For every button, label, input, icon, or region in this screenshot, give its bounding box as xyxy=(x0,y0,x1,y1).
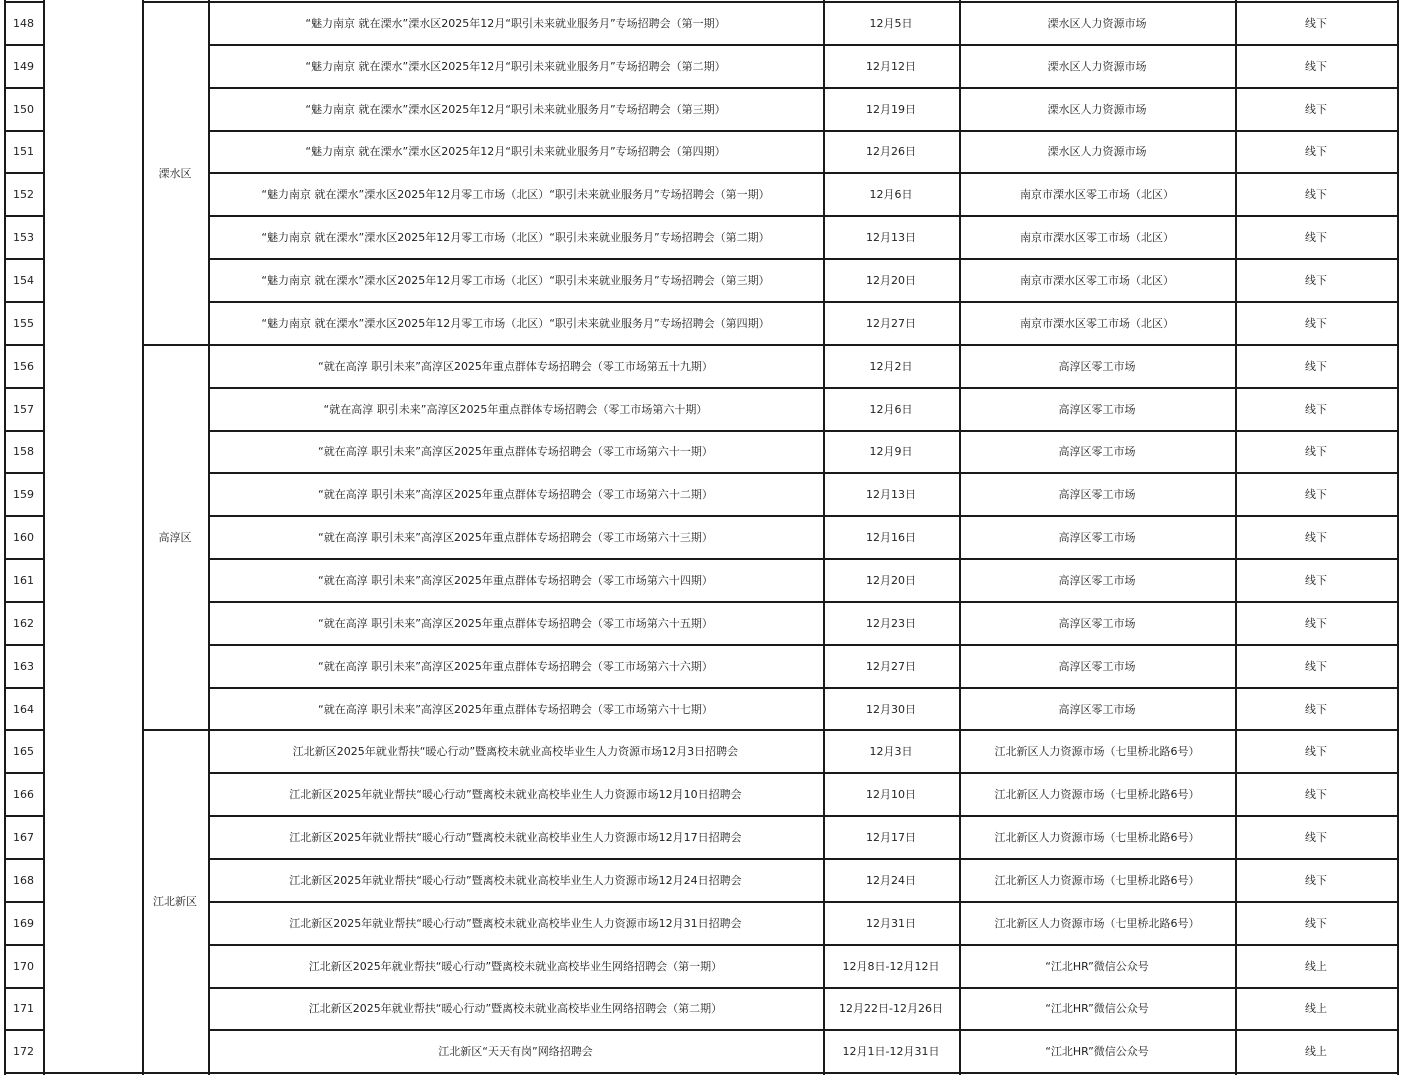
event-venue: 江北新区人力资源市场（七里桥北路6号） xyxy=(994,831,1200,845)
event-name: 江北新区2025年就业帮扶“暖心行动”暨离校未就业高校毕业生网络招聘会（第二期） xyxy=(308,1002,723,1016)
event-mode: 线下 xyxy=(1305,188,1327,202)
event-mode: 线上 xyxy=(1305,959,1327,973)
event-date: 12月27日 xyxy=(866,316,916,330)
event-venue: 江北新区人力资源市场（七里桥北路6号） xyxy=(994,788,1200,802)
event-venue: 高淳区零工市场 xyxy=(1058,488,1136,502)
event-mode: 线下 xyxy=(1305,359,1327,373)
event-venue: 溧水区人力资源市场 xyxy=(1047,145,1147,159)
event-mode: 线下 xyxy=(1305,616,1327,630)
event-name: 江北新区2025年就业帮扶“暖心行动”暨离校未就业高校毕业生网络招聘会（第一期） xyxy=(308,959,723,973)
row-number: 149 xyxy=(13,59,34,73)
row-number: 150 xyxy=(13,102,34,116)
event-name: “魅力南京 就在溧水”溧水区2025年12月“职引未来就业服务月”专场招聘会（第二期） xyxy=(305,59,726,73)
event-date: 12月26日 xyxy=(866,145,916,159)
row-number: 158 xyxy=(13,445,34,459)
event-venue: 江北新区人力资源市场（七里桥北路6号） xyxy=(994,745,1200,759)
event-venue: 溧水区人力资源市场 xyxy=(1047,59,1147,73)
event-mode: 线下 xyxy=(1305,59,1327,73)
event-venue: “江北HR”微信公众号 xyxy=(1045,1002,1149,1016)
event-venue: 南京市溧水区零工市场（北区） xyxy=(1020,316,1174,330)
event-date: 12月6日 xyxy=(869,188,913,202)
event-mode: 线下 xyxy=(1305,145,1327,159)
event-date: 12月8日-12月12日 xyxy=(842,959,940,973)
event-venue: 高淳区零工市场 xyxy=(1058,573,1136,587)
event-name: “魅力南京 就在溧水”溧水区2025年12月零工市场（北区）“职引未来就业服务月”专场招聘会（第二期） xyxy=(261,231,770,245)
row-number: 162 xyxy=(13,616,34,630)
event-name: “就在高淳 职引未来”高淳区2025年重点群体专场招聘会（零工市场第六十四期） xyxy=(318,573,713,587)
event-name: “就在高淳 职引未来”高淳区2025年重点群体专场招聘会（零工市场第六十二期） xyxy=(318,488,713,502)
event-date: 12月13日 xyxy=(866,231,916,245)
event-name: “就在高淳 职引未来”高淳区2025年重点群体专场招聘会（零工市场第六十一期） xyxy=(318,445,713,459)
event-date: 12月20日 xyxy=(866,573,916,587)
event-date: 12月9日 xyxy=(869,445,913,459)
event-venue: 高淳区零工市场 xyxy=(1058,659,1136,673)
event-name: “就在高淳 职引未来”高淳区2025年重点群体专场招聘会（零工市场第六十五期） xyxy=(318,616,713,630)
row-number: 165 xyxy=(13,745,34,759)
event-name: 江北新区2025年就业帮扶“暖心行动”暨离校未就业高校毕业生人力资源市场12月10日招聘会 xyxy=(289,788,742,802)
event-mode: 线上 xyxy=(1305,1002,1327,1016)
row-number: 159 xyxy=(13,488,34,502)
event-date: 12月5日 xyxy=(869,16,913,30)
row-number: 166 xyxy=(13,788,34,802)
event-name: “魅力南京 就在溧水”溧水区2025年12月“职引未来就业服务月”专场招聘会（第三期） xyxy=(305,102,726,116)
event-date: 12月23日 xyxy=(866,616,916,630)
row-number: 157 xyxy=(13,402,34,416)
event-name: 江北新区2025年就业帮扶“暖心行动”暨离校未就业高校毕业生人力资源市场12月24日招聘会 xyxy=(289,873,742,887)
event-mode: 线下 xyxy=(1305,702,1327,716)
event-name: “魅力南京 就在溧水”溧水区2025年12月“职引未来就业服务月”专场招聘会（第四期） xyxy=(305,145,726,159)
event-date: 12月22日-12月26日 xyxy=(839,1002,943,1016)
event-date: 12月27日 xyxy=(866,659,916,673)
row-number: 167 xyxy=(13,831,34,845)
event-date: 12月19日 xyxy=(866,102,916,116)
event-name: 江北新区2025年就业帮扶“暖心行动”暨离校未就业高校毕业生人力资源市场12月31日招聘会 xyxy=(289,916,742,930)
event-name: “就在高淳 职引未来”高淳区2025年重点群体专场招聘会（零工市场第六十六期） xyxy=(318,659,713,673)
event-mode: 线下 xyxy=(1305,16,1327,30)
row-number: 154 xyxy=(13,274,34,288)
row-number: 156 xyxy=(13,359,34,373)
event-name: “就在高淳 职引未来”高淳区2025年重点群体专场招聘会（零工市场第五十九期） xyxy=(318,359,713,373)
row-number: 172 xyxy=(13,1045,34,1059)
row-number: 164 xyxy=(13,702,34,716)
event-venue: 南京市溧水区零工市场（北区） xyxy=(1020,274,1174,288)
event-name: “就在高淳 职引未来”高淳区2025年重点群体专场招聘会（零工市场第六十期） xyxy=(323,402,708,416)
district-cell: 高淳区 xyxy=(158,531,192,545)
event-name: “就在高淳 职引未来”高淳区2025年重点群体专场招聘会（零工市场第六十三期） xyxy=(318,531,713,545)
event-venue: “江北HR”微信公众号 xyxy=(1045,1045,1149,1059)
event-mode: 线下 xyxy=(1305,788,1327,802)
event-mode: 线下 xyxy=(1305,745,1327,759)
row-number: 152 xyxy=(13,188,34,202)
event-mode: 线下 xyxy=(1305,873,1327,887)
column-divider-1 xyxy=(43,0,45,1075)
row-number: 148 xyxy=(13,16,34,30)
event-date: 12月2日 xyxy=(869,359,913,373)
event-venue: 高淳区零工市场 xyxy=(1058,702,1136,716)
event-venue: 南京市溧水区零工市场（北区） xyxy=(1020,231,1174,245)
event-name: 江北新区2025年就业帮扶“暖心行动”暨离校未就业高校毕业生人力资源市场12月3日招聘会 xyxy=(292,745,739,759)
event-date: 12月1日-12月31日 xyxy=(842,1045,940,1059)
event-venue: 高淳区零工市场 xyxy=(1058,616,1136,630)
event-name: 江北新区2025年就业帮扶“暖心行动”暨离校未就业高校毕业生人力资源市场12月17日招聘会 xyxy=(289,831,742,845)
event-date: 12月24日 xyxy=(866,873,916,887)
row-number: 160 xyxy=(13,531,34,545)
event-mode: 线下 xyxy=(1305,402,1327,416)
row-number: 155 xyxy=(13,316,34,330)
event-mode: 线下 xyxy=(1305,316,1327,330)
event-name: “就在高淳 职引未来”高淳区2025年重点群体专场招聘会（零工市场第六十七期） xyxy=(318,702,713,716)
event-venue: 高淳区零工市场 xyxy=(1058,402,1136,416)
event-mode: 线下 xyxy=(1305,531,1327,545)
event-date: 12月6日 xyxy=(869,402,913,416)
event-venue: 南京市溧水区零工市场（北区） xyxy=(1020,188,1174,202)
row-number: 171 xyxy=(13,1002,34,1016)
event-name: “魅力南京 就在溧水”溧水区2025年12月零工市场（北区）“职引未来就业服务月”专场招聘会（第一期） xyxy=(261,188,770,202)
event-date: 12月17日 xyxy=(866,831,916,845)
event-mode: 线下 xyxy=(1305,445,1327,459)
event-mode: 线上 xyxy=(1305,1045,1327,1059)
event-mode: 线下 xyxy=(1305,573,1327,587)
row-number: 151 xyxy=(13,145,34,159)
event-date: 12月12日 xyxy=(866,59,916,73)
column-divider-7 xyxy=(1397,0,1399,1075)
event-name: “魅力南京 就在溧水”溧水区2025年12月零工市场（北区）“职引未来就业服务月”专场招聘会（第四期） xyxy=(261,316,770,330)
row-number: 170 xyxy=(13,959,34,973)
row-number: 163 xyxy=(13,659,34,673)
row-number: 168 xyxy=(13,873,34,887)
event-date: 12月16日 xyxy=(866,531,916,545)
event-date: 12月3日 xyxy=(869,745,913,759)
event-date: 12月30日 xyxy=(866,702,916,716)
event-date: 12月13日 xyxy=(866,488,916,502)
event-venue: 高淳区零工市场 xyxy=(1058,531,1136,545)
event-venue: 高淳区零工市场 xyxy=(1058,445,1136,459)
row-number: 161 xyxy=(13,573,34,587)
row-number: 153 xyxy=(13,231,34,245)
event-mode: 线下 xyxy=(1305,274,1327,288)
event-date: 12月10日 xyxy=(866,788,916,802)
event-mode: 线下 xyxy=(1305,488,1327,502)
event-mode: 线下 xyxy=(1305,916,1327,930)
event-mode: 线下 xyxy=(1305,831,1327,845)
event-venue: 高淳区零工市场 xyxy=(1058,359,1136,373)
district-cell: 溧水区 xyxy=(158,166,192,180)
event-venue: “江北HR”微信公众号 xyxy=(1045,959,1149,973)
district-cell: 江北新区 xyxy=(153,895,197,909)
event-mode: 线下 xyxy=(1305,659,1327,673)
row-number: 169 xyxy=(13,916,34,930)
event-name: “魅力南京 就在溧水”溧水区2025年12月“职引未来就业服务月”专场招聘会（第一期） xyxy=(305,16,726,30)
event-venue: 江北新区人力资源市场（七里桥北路6号） xyxy=(994,873,1200,887)
event-venue: 江北新区人力资源市场（七里桥北路6号） xyxy=(994,916,1200,930)
event-mode: 线下 xyxy=(1305,231,1327,245)
event-date: 12月31日 xyxy=(866,916,916,930)
event-date: 12月20日 xyxy=(866,274,916,288)
event-name: 江北新区“天天有岗”网络招聘会 xyxy=(438,1045,593,1059)
event-venue: 溧水区人力资源市场 xyxy=(1047,102,1147,116)
event-venue: 溧水区人力资源市场 xyxy=(1047,16,1147,30)
event-mode: 线下 xyxy=(1305,102,1327,116)
event-name: “魅力南京 就在溧水”溧水区2025年12月零工市场（北区）“职引未来就业服务月”专场招聘会（第三期） xyxy=(261,274,770,288)
